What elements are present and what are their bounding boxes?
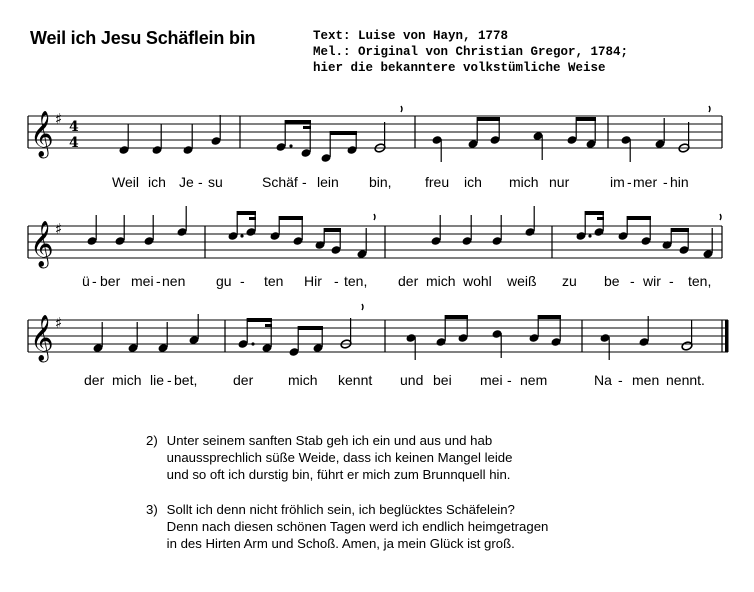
svg-text:mei: mei: [480, 372, 503, 388]
time-signature-numerator: 4: [69, 119, 79, 135]
credit-melody-note: hier die bekanntere volkstümliche Weise: [313, 61, 606, 75]
additional-verses: [146, 432, 548, 570]
svg-text:-: -: [669, 273, 674, 289]
sharp-icon: ♯: [55, 110, 63, 128]
treble-clef-icon: 𝄞: [30, 315, 54, 361]
verse-line: und so oft ich durstig bin, führt er mich zum Brunnquell hin.: [166, 467, 511, 482]
svg-text:ich: ich: [464, 174, 482, 190]
verse-line: Denn nach diesen schönen Tagen werd ich endlich heimgetragen: [166, 519, 549, 534]
verse-line: Unter seinem sanften Stab geh ich ein und aus und hab: [166, 433, 493, 448]
staff-lines: [28, 226, 722, 258]
note-stems: [96, 206, 712, 253]
svg-text:der: der: [233, 372, 254, 388]
svg-text:ich: ich: [148, 174, 166, 190]
svg-text:-: -: [630, 273, 635, 289]
sharp-icon: ♯: [55, 220, 63, 238]
dots: [289, 144, 292, 147]
credit-melody: Mel.: Original von Christian Gregor, 1784;: [313, 45, 629, 59]
svg-text:der: der: [398, 273, 419, 289]
verse-line: unaussprechlich süße Weide, dass ich keinen Mangel leide: [166, 450, 513, 465]
svg-text:mei: mei: [131, 273, 154, 289]
note-stems: [128, 115, 688, 162]
staff-lines: [28, 116, 722, 148]
svg-text:men: men: [632, 372, 660, 388]
dots: [251, 342, 254, 345]
verse-3: [146, 501, 548, 552]
lyrics-line-1: [112, 174, 689, 190]
lyrics-line-3: [84, 372, 705, 388]
verse-2: [146, 432, 548, 483]
svg-text:-: -: [92, 273, 97, 289]
svg-text:gu: gu: [216, 273, 232, 289]
svg-text:nen: nen: [162, 273, 186, 289]
svg-text:-: -: [198, 174, 203, 190]
svg-text:lie: lie: [150, 372, 165, 388]
verse-line: in des Hirten Arm und Schoß. Amen, ja mein Glück ist groß.: [166, 536, 515, 551]
staff-system-3: [28, 304, 729, 388]
svg-text:ten,: ten,: [344, 273, 368, 289]
treble-clef-icon: 𝄞: [30, 221, 54, 267]
credit-text-author: Text: Luise von Hayn, 1778: [313, 29, 509, 43]
svg-text:Hir: Hir: [304, 273, 322, 289]
breath-marks: [362, 304, 363, 310]
svg-text:-: -: [240, 273, 245, 289]
svg-text:-: -: [507, 372, 512, 388]
staff-system-1: [28, 106, 722, 190]
svg-text:-: -: [156, 273, 161, 289]
time-signature-denominator: 4: [69, 135, 79, 151]
verse-number: 2): [146, 433, 158, 448]
svg-text:Na: Na: [594, 372, 612, 388]
svg-text:zu: zu: [562, 273, 577, 289]
svg-text:und: und: [400, 372, 424, 388]
note-heads: [86, 227, 713, 259]
svg-text:-: -: [302, 174, 307, 190]
breath-marks: [401, 106, 710, 112]
svg-text:-: -: [618, 372, 623, 388]
svg-text:nur: nur: [549, 174, 570, 190]
svg-text:wir: wir: [643, 273, 661, 289]
svg-text:bei: bei: [433, 372, 452, 388]
beams: [237, 211, 689, 232]
verse-line: Sollt ich denn nicht fröhlich sein, ich beglücktes Schäfelein?: [166, 502, 515, 517]
breath-marks: [374, 214, 721, 220]
dots: [240, 234, 591, 237]
svg-text:bet,: bet,: [174, 372, 198, 388]
svg-text:hin: hin: [670, 174, 689, 190]
svg-text:-: -: [334, 273, 339, 289]
svg-text:be: be: [604, 273, 620, 289]
svg-text:-: -: [627, 174, 632, 190]
svg-text:Weil: Weil: [112, 174, 139, 190]
svg-text:im: im: [610, 174, 625, 190]
svg-text:wohl: wohl: [463, 273, 492, 289]
svg-text:-: -: [167, 372, 172, 388]
note-heads: [92, 329, 649, 357]
svg-text:der: der: [84, 372, 105, 388]
lyrics-line-2: [82, 273, 711, 289]
svg-text:mich: mich: [112, 372, 142, 388]
svg-text:-: -: [663, 174, 668, 190]
sharp-icon: ♯: [55, 314, 63, 332]
svg-text:ber: ber: [100, 273, 121, 289]
svg-text:mich: mich: [509, 174, 539, 190]
svg-text:mich: mich: [426, 273, 456, 289]
treble-clef-icon: 𝄞: [30, 111, 54, 157]
svg-text:su: su: [208, 174, 223, 190]
svg-text:ü: ü: [82, 273, 90, 289]
svg-text:Schäf: Schäf: [262, 174, 298, 190]
svg-text:lein: lein: [317, 174, 339, 190]
svg-text:ten,: ten,: [688, 273, 712, 289]
svg-text:bin,: bin,: [369, 174, 392, 190]
svg-text:nem: nem: [520, 372, 548, 388]
svg-text:weiß: weiß: [507, 273, 537, 289]
note-heads: [118, 131, 665, 163]
svg-text:freu: freu: [425, 174, 450, 190]
verse-number: 3): [146, 502, 158, 517]
svg-text:ten: ten: [264, 273, 284, 289]
svg-text:Je: Je: [179, 174, 194, 190]
svg-text:mer: mer: [633, 174, 658, 190]
song-title: Weil ich Jesu Schäflein bin: [30, 28, 256, 48]
svg-text:kennt: kennt: [338, 372, 373, 388]
svg-text:mich: mich: [288, 372, 318, 388]
staff-system-2: [28, 206, 722, 289]
svg-text:nennt.: nennt.: [666, 372, 705, 388]
